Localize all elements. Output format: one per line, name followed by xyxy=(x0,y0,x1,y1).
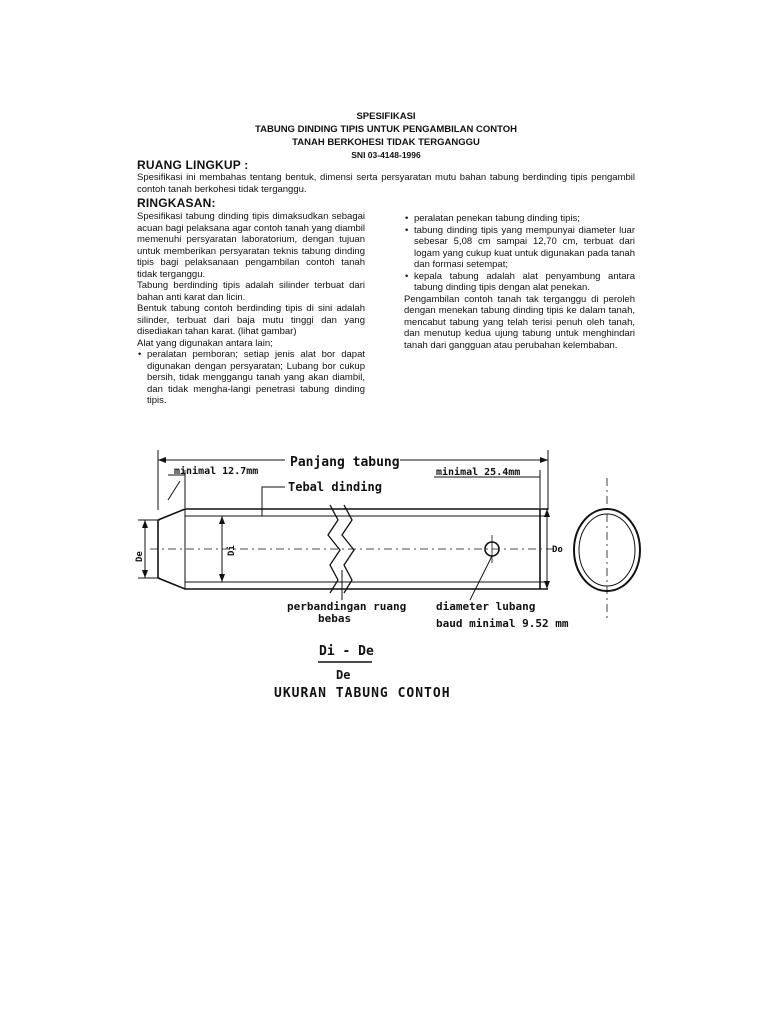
title-line-2: TABUNG DINDING TIPIS UNTUK PENGAMBILAN CONTOH xyxy=(255,124,517,135)
ruang-lingkup-heading: RUANG LINGKUP : xyxy=(137,158,249,172)
arrow-di-top xyxy=(219,516,225,524)
tube-bottom-wall xyxy=(158,578,548,589)
leader-diameter-lubang xyxy=(470,556,492,600)
leader-tebal-dinding xyxy=(262,487,285,516)
ringkasan-paragraph-1: Spesifikasi tabung dinding tipis dimaksudkan sebagai acuan bagi pelaksana agar contoh tanah yang diambil memenuhi persyaratan laboratorium, dengan tujuan untuk memberikan persyaratan teknis tabung dinding tipis bagi pelaksanaan pengambilan contoh tanah tidak terganggu. xyxy=(137,211,365,280)
bullet-tabung-dinding-tipis: • tabung dinding tipis yang mempunyai diameter luar sebesar 5,08 cm sampai 12,70 cm, terbuat dari logam yang cukup kuat untuk digunakan pada tanah dan formasi setempat; xyxy=(404,225,635,271)
tube-top-wall xyxy=(158,509,548,520)
ruang-lingkup-paragraph: Spesifikasi ini membahas tentang bentuk, dimensi serta persyaratan mutu bahan tabung berdinding tipis pengambil contoh tanah berkohesi tidak terganggu. xyxy=(137,172,635,195)
label-diameter-lubang-2: baud minimal 9.52 mm xyxy=(436,617,569,630)
label-perbandingan-2: bebas xyxy=(318,612,352,625)
label-tebal-dinding: Tebal dinding xyxy=(288,480,382,494)
bullet-peralatan-pemboran: • peralatan pemboran; setiap jenis alat bor dapat digunakan dengan persyaratan; Lubang bor cukup bersih, tidak menggangu tanah yang akan diambil, dan tidak mengha-langi penetrasi tabung dinding tipis. xyxy=(137,349,365,407)
ringkasan-heading: RINGKASAN: xyxy=(137,196,216,210)
tube-drawing xyxy=(138,450,640,662)
arrow-panjang-right xyxy=(540,457,548,463)
bullet-peralatan-penekan: • peralatan penekan tabung dinding tipis; xyxy=(404,213,635,225)
ringkasan-paragraph-4: Alat yang digunakan antara lain; xyxy=(137,337,273,349)
ringkasan-paragraph-2: Tabung berdinding tipis adalah silinder terbuat dari bahan anti karat dan licin. xyxy=(137,280,365,303)
arrow-di-bottom xyxy=(219,574,225,582)
arrow-panjang-left xyxy=(158,457,166,463)
label-diameter-lubang-1: diameter lubang xyxy=(436,600,536,613)
leader-minimal-left xyxy=(168,481,180,500)
formula-denominator: De xyxy=(336,668,351,682)
standard-number: SNI 03-4148-1996 xyxy=(351,150,421,160)
ringkasan-paragraph-5: Pengambilan contoh tanah tak terganggu di peroleh dengan menekan tabung dinding tipis ke dalam tanah, mencabut tabung yang telah terisi penuh oleh tanah, dan menutup kedua ujung tabung untuk menghindari tanah dari gangguan atau perubahan kelembaban. xyxy=(404,293,635,351)
arrow-do-bottom xyxy=(544,581,550,589)
label-panjang-tabung: Panjang tabung xyxy=(290,455,400,470)
arrow-do-top xyxy=(544,509,550,517)
ringkasan-paragraph-3: Bentuk tabung contoh berdinding tipis di sini adalah silinder, terbuat dari baja mutu tinggi dan yang disediakan tahan karat. (lihat gambar) xyxy=(137,303,365,337)
formula-numerator: Di - De xyxy=(319,644,374,659)
label-minimal-25-4: minimal 25.4mm xyxy=(436,467,521,478)
arrow-de-top xyxy=(142,520,148,528)
arrow-de-bottom xyxy=(142,570,148,578)
label-perbandingan-1: perbandingan ruang xyxy=(287,600,407,613)
diagram-caption: UKURAN TABUNG CONTOH xyxy=(274,686,451,701)
label-di: Di xyxy=(227,545,237,556)
label-do-visible: Do xyxy=(552,545,563,555)
bullet-kepala-tabung: • kepala tabung adalah alat penyambung antara tabung dinding tipis dengan alat penekan. xyxy=(404,271,635,294)
title-line-1: SPESIFIKASI xyxy=(356,111,416,122)
label-de: De xyxy=(135,551,145,562)
label-minimal-12-7: minimal 12.7mm xyxy=(174,466,259,477)
title-line-3: TANAH BERKOHESI TIDAK TERGANGGU xyxy=(292,137,480,148)
